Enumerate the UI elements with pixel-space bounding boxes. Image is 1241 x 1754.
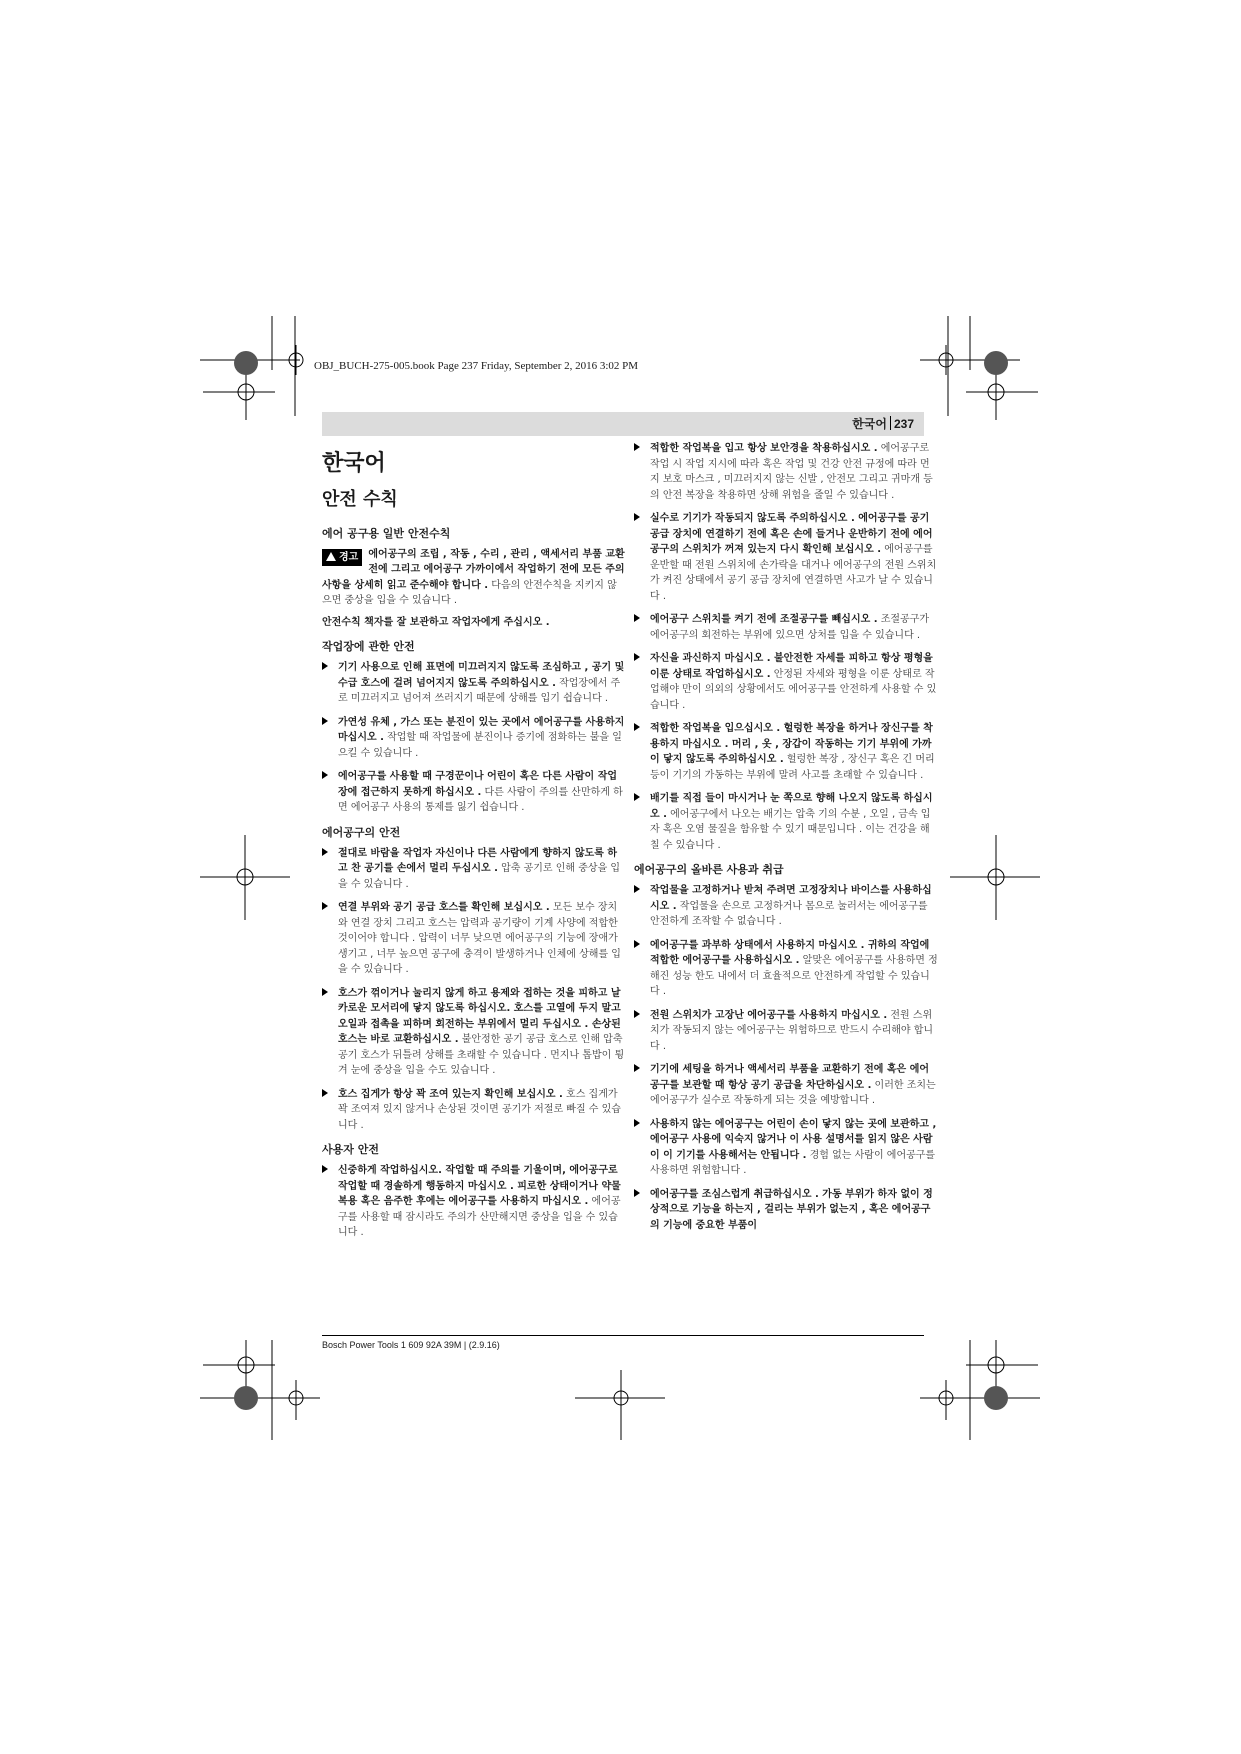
header-language: 한국어 <box>852 417 887 431</box>
bullet-bold-text: 작업물을 고정하거나 받쳐 주려면 고정장치나 바이스를 사용하십시오 . <box>650 885 932 912</box>
warning-paragraph: 경고 에어공구의 조립 , 작동 , 수리 , 관리 , 액세서리 부품 교환 전에 그리고 에어공구 가까이에서 작업하기 전에 모든 주의 사항을 상세히 읽고 준수해야 합니다 . 다음의 안전수칙을 지키지 않으면 중상을 입을 수 있습니다 . <box>322 548 625 607</box>
bullet-arrow-icon <box>634 653 640 661</box>
bullet-text: 호스 집게가 꽉 조여져 있지 않거나 손상된 것이면 공기가 저절로 빠질 수 있습니다 . <box>338 1088 621 1131</box>
bullet-text: 조절공구가 에어공구의 회전하는 부위에 있으면 상처를 입을 수 있습니다 . <box>650 614 930 641</box>
bullet-bold-text: 연결 부위와 공기 공급 호스를 확인해 보십시오 . <box>338 902 550 914</box>
safety-bullet <box>634 1062 938 1109</box>
bullet-bold-text: 에어공구를 과부하 상태에서 사용하지 마십시오 . 귀하의 작업에 적합한 에어공구를 사용하십시오 . <box>650 939 930 966</box>
bullet-text: 모든 보수 장치와 연결 장치 그리고 호스는 압력과 공기량이 기계 사양에 적합한 것이어야 합니다 . 압력이 너무 낮으면 에어공구의 기능에 장애가 생기고 , 너무 높으면 공구에 충격이 발생하거나 인체에 상해를 입을 수 있습니다 . <box>338 902 621 976</box>
bullet-text: 다른 사람이 주의를 산만하게 하면 에어공구 사용의 통제를 잃기 쉽습니다 . <box>338 786 623 814</box>
bullet-text: 에어공구를 사용할 때 잠시라도 주의가 산만해지면 중상을 입을 수 있습니다 . <box>338 1196 621 1239</box>
bullet-arrow-icon <box>634 723 640 731</box>
left-column <box>322 441 626 1249</box>
bullet-bold-text: 에어공구 스위치를 켜기 전에 조절공구를 빼십시오 . <box>650 614 878 625</box>
bullet-arrow-icon <box>322 988 328 996</box>
bullet-text: 에어공구에서 나오는 배기는 압축 기의 수분 , 오일 , 금속 입자 혹은 오염 물질을 함유할 수 있기 때문입니다 . 이는 건강을 해칠 수 있습니다 . <box>650 808 931 851</box>
safety-bullet <box>322 1087 626 1134</box>
bullet-bold-text: 가연성 유체 , 가스 또는 분진이 있는 곳에서 에어공구를 사용하지 마십시오 . <box>338 716 625 744</box>
bullet-text: 헐렁한 복장 , 장신구 혹은 긴 머리 등이 기기의 가동하는 부위에 말려 사고를 초래할 수 있습니다 . <box>650 754 935 781</box>
keep-notice: 안전수칙 책자를 잘 보관하고 작업자에게 주십시오 . <box>322 616 550 628</box>
left-groups <box>322 638 626 1241</box>
header-page-number: 237 <box>893 417 914 431</box>
bullet-text: 압축 공기로 인해 중상을 입을 수 있습니다 . <box>338 863 621 890</box>
bullet-bold-text: 에어공구를 사용할 때 구경꾼이나 어린이 혹은 다른 사람이 작업장에 접근하지 못하게 하십시오 . <box>338 771 618 798</box>
bullet-arrow-icon <box>322 717 328 725</box>
bullet-bold-text: 에어공구를 조심스럽게 취급하십시오 . 가동 부위가 하자 없이 정상적으로 기능을 하는지 , 걸리는 부위가 없는지 , 혹은 에어공구의 기능에 중요한 부품이 <box>650 1188 933 1231</box>
safety-bullet <box>322 660 626 707</box>
bullet-arrow-icon <box>322 1165 328 1173</box>
bullet-arrow-icon <box>322 902 328 910</box>
group-heading: 사용자 안전 <box>322 1143 379 1157</box>
group-heading: 작업장에 관한 안전 <box>322 640 415 654</box>
bullet-arrow-icon <box>634 885 640 893</box>
safety-bullet <box>322 846 626 893</box>
bullet-bold-text: 실수로 기기가 작동되지 않도록 주의하십시오 . 에어공구를 공기 공급 장치에 연결하기 전에 혹은 손에 들거나 운반하기 전에 에어공구의 스위치가 꺼져 있는지 다시 확인해 보십시오 . <box>650 513 933 555</box>
bullet-text: 안정된 자세와 평형을 이룬 상태로 작업해야 만이 의외의 상황에서도 에어공구를 안전하게 사용할 수 있습니다 . <box>650 668 937 711</box>
bullet-arrow-icon <box>634 443 640 451</box>
bullet-arrow-icon <box>634 793 640 801</box>
bullet-bold-text: 신중하게 작업하십시오. 작업할 때 주의를 기울이며, 에어공구로 작업할 때 경솔하게 행동하지 마십시오 . 피로한 상태이거나 약물 복용 혹은 음주한 후에는 에어공구를 사용하지 마십시오 . <box>338 1165 621 1208</box>
safety-bullet <box>322 986 626 1079</box>
bullet-text: 작업물을 손으로 고정하거나 몸으로 눌러서는 에어공구를 안전하게 조작할 수 없습니다 . <box>650 900 928 927</box>
bullet-arrow-icon <box>634 614 640 622</box>
bullet-text: 에어공구를 운반할 때 전원 스위치에 손가락을 대거나 에어공구의 전원 스위치가 켜진 상태에서 공기 공급 장치에 연결하면 사고가 날 수 있습니다 . <box>650 544 937 602</box>
bullet-bold-text: 사용하지 않는 에어공구는 어린이 손이 닿지 않는 곳에 보관하고 , 에어공구 사용에 익숙지 않거나 이 사용 설명서를 읽지 않은 사람이 이 기기를 사용해서는 안됩니다 . <box>650 1118 937 1161</box>
header-text <box>852 415 914 432</box>
section-title: 안전 수칙 <box>322 489 398 511</box>
safety-bullet <box>634 721 938 783</box>
safety-bullet <box>634 938 938 1000</box>
safety-bullet <box>322 900 626 978</box>
bullet-arrow-icon <box>322 662 328 670</box>
print-slug: OBJ_BUCH-275-005.book Page 237 Friday, September 2, 2016 3:02 PM <box>314 360 639 372</box>
bullet-bold-text: 배기를 직접 들이 마시거나 눈 쪽으로 향해 나오지 않도록 하십시오 . <box>650 793 933 820</box>
subsection-title: 에어 공구용 일반 안전수칙 <box>322 526 451 540</box>
bullet-text: 에어공구로 작업 시 작업 지시에 따라 혹은 작업 및 건강 안전 규정에 따라 먼지 보호 마스크 , 미끄러지지 않는 신발 , 안전모 그리고 귀마개 등의 안전 복장을 착용하면 상해 위험을 줄일 수 있습니다 . <box>650 443 933 501</box>
bullet-arrow-icon <box>322 1089 328 1097</box>
bullet-arrow-icon <box>634 1119 640 1127</box>
safety-bullet <box>634 883 938 930</box>
safety-bullet <box>322 769 626 816</box>
footer-rule <box>322 1335 924 1336</box>
safety-bullet <box>634 441 938 503</box>
bullet-bold-text: 적합한 작업복을 입으십시오 . 헐렁한 복장을 하거나 장신구를 착용하지 마십시오 . 머리 , 옷 , 장갑이 작동하는 기기 부위에 가까이 닿지 않도록 주의하십시오 . <box>650 723 933 765</box>
safety-bullet <box>634 511 938 604</box>
bullet-arrow-icon <box>634 1010 640 1018</box>
page-title: 한국어 <box>322 451 386 476</box>
bullet-bold-text: 기기에 세팅을 하거나 액세서리 부품을 교환하기 전에 혹은 에어공구를 보관할 때 항상 공기 공급을 차단하십시오 . <box>650 1064 930 1091</box>
bullet-text: 불안정한 공기 공급 호스로 인해 압축 공기 호스가 뒤틀려 상해를 초래할 수 있습니다 . 먼지나 톱밥이 튕겨 눈에 중상을 입을 수도 있습니다 . <box>338 1034 625 1077</box>
bullet-bold-text: 자신을 과신하지 마십시오 . 불안전한 자세를 피하고 항상 평형을 이룬 상태로 작업하십시오 . <box>650 653 933 680</box>
right-groups <box>634 441 938 1233</box>
running-header <box>322 412 924 436</box>
bullet-text: 전원 스위치가 작동되지 않는 에어공구는 위험하므로 반드시 수리해야 합니다 . <box>650 1009 934 1052</box>
bullet-bold-text: 적합한 작업복을 입고 항상 보안경을 착용하십시오 . <box>650 443 878 454</box>
bullet-bold-text: 절대로 바람을 작업자 자신이나 다른 사람에게 향하지 않도록 하고 찬 공기를 손에서 멀리 두십시오 . <box>338 847 618 875</box>
safety-bullet <box>634 1187 938 1234</box>
safety-bullet <box>322 715 626 762</box>
group-heading: 에어공구의 안전 <box>322 825 401 839</box>
safety-bullet <box>634 791 938 853</box>
bullet-bold-text: 기기 사용으로 인해 표면에 미끄러지지 않도록 조심하고 , 공기 및 수급 호스에 걸려 넘어지지 않도록 주의하십시오 . <box>338 662 625 689</box>
safety-bullet <box>322 1163 626 1241</box>
bullet-arrow-icon <box>322 848 328 856</box>
bullet-text: 경험 없는 사람이 에어공구를 사용하면 위험합니다 . <box>650 1149 936 1176</box>
right-column <box>634 441 938 1241</box>
bullet-text: 알맞은 에어공구를 사용하면 정해진 성능 한도 내에서 더 효율적으로 안전하게 작업할 수 있습니다 . <box>650 955 938 997</box>
bullet-arrow-icon <box>634 1189 640 1197</box>
safety-bullet <box>634 612 938 643</box>
bullet-bold-text: 전원 스위치가 고장난 에어공구를 사용하지 마십시오 . <box>650 1009 888 1021</box>
bullet-bold-text: 호스 집게가 항상 꽉 조여 있는지 확인해 보십시오 . <box>338 1088 563 1100</box>
warning-triangle-icon <box>326 552 336 561</box>
safety-bullet <box>634 1117 938 1179</box>
bullet-text: 작업할 때 작업물에 분진이나 증기에 점화하는 불을 일으킬 수 있습니다 . <box>338 732 622 759</box>
bullet-arrow-icon <box>634 1064 640 1072</box>
safety-bullet <box>634 651 938 713</box>
bullet-arrow-icon <box>322 771 328 779</box>
bullet-text: 이러한 조치는 에어공구가 실수로 작동하게 되는 것을 예방합니다 . <box>650 1079 936 1106</box>
group-heading: 에어공구의 올바른 사용과 취급 <box>634 863 784 876</box>
bullet-arrow-icon <box>634 940 640 948</box>
warning-badge: 경고 <box>322 549 362 567</box>
footer: Bosch Power Tools 1 609 92A 39M | (2.9.16) <box>322 1340 500 1350</box>
safety-bullet <box>634 1008 938 1055</box>
bullet-bold-text: 호스가 꺾이거나 눌리지 않게 하고 용제와 접하는 것을 피하고 날카로운 모서리에 닿지 않도록 하십시오. 호스를 고열에 두지 말고 오일과 접촉을 피하며 회전하는 부위에서 멀리 두십시오 . 손상된 호스는 바로 교환하십시오 . <box>338 987 621 1046</box>
bullet-arrow-icon <box>634 513 640 521</box>
bullet-text: 작업장에서 주로 미끄러지고 넘어져 쓰러지기 때문에 상해를 입기 쉽습니다 . <box>338 677 621 705</box>
